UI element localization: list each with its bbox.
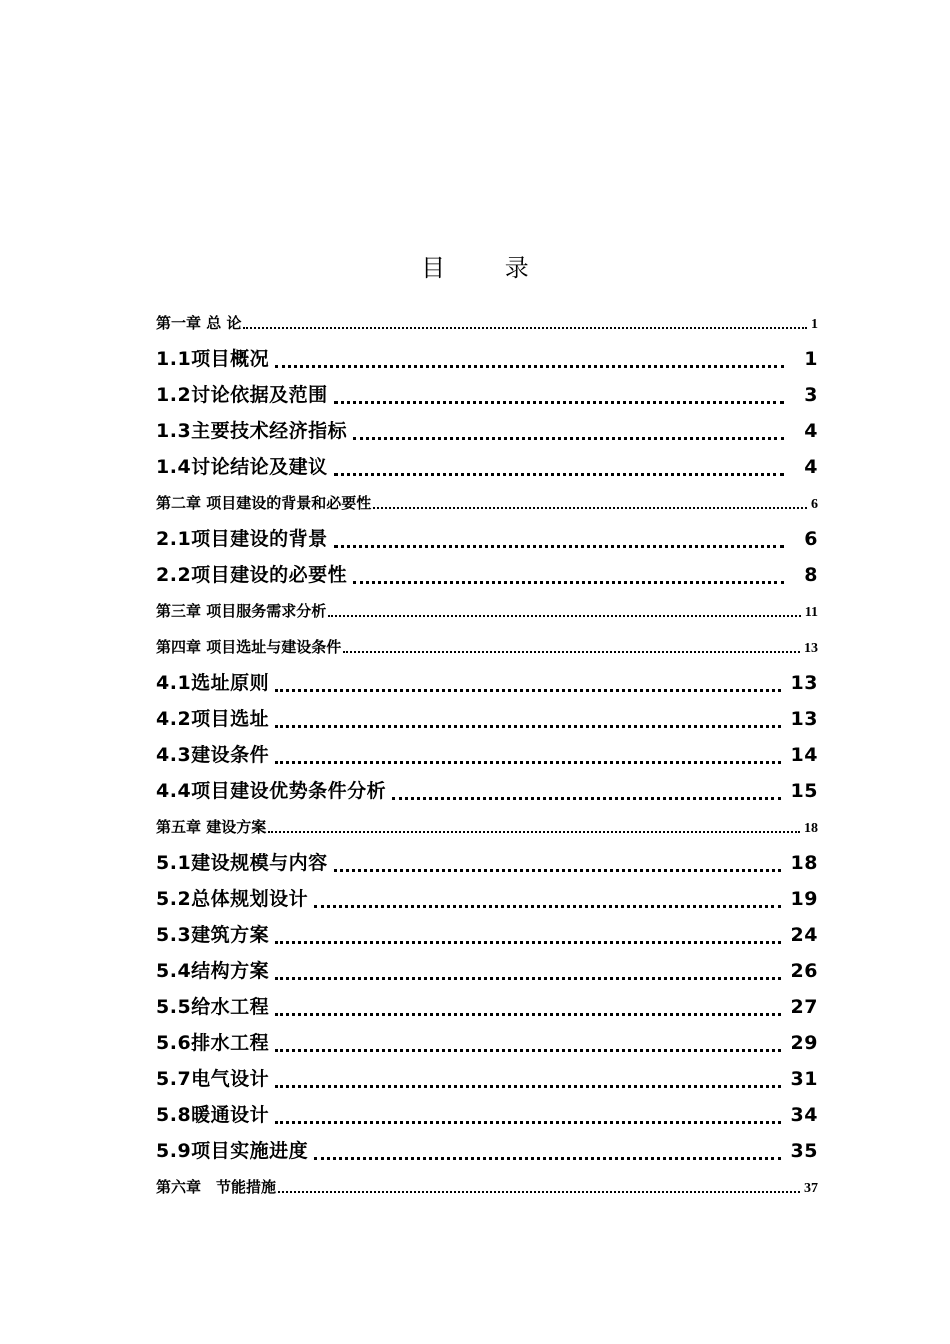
toc-page-number: 34: [790, 1104, 818, 1126]
toc-page-number: 1: [811, 317, 818, 332]
toc-dot-leader: [275, 1013, 780, 1016]
toc-section-entry[interactable]: [156, 665, 818, 701]
toc-dot-leader: [334, 869, 781, 872]
toc-dot-leader: [268, 831, 800, 833]
toc-entry-label: 5.9项目实施进度: [156, 1140, 309, 1162]
toc-dot-leader: [343, 651, 800, 653]
toc-dot-leader: [373, 507, 807, 509]
toc-dot-leader: [275, 1121, 780, 1124]
toc-entry-label: 第一章 总 论: [156, 314, 242, 332]
toc-dot-leader: [278, 1191, 800, 1193]
toc-entry-label: 第四章 项目选址与建设条件: [156, 638, 342, 656]
toc-page-number: 29: [790, 1032, 818, 1054]
toc-dot-leader: [334, 473, 784, 476]
toc-dot-leader: [353, 437, 784, 440]
toc-entry-label: 第二章 项目建设的背景和必要性: [156, 494, 372, 512]
toc-dot-leader: [275, 1085, 780, 1088]
toc-page-number: 19: [790, 888, 818, 910]
toc-dot-leader: [334, 401, 784, 404]
toc-section-entry[interactable]: [156, 989, 818, 1025]
toc-section-entry[interactable]: [156, 953, 818, 989]
toc-page-number: 4: [804, 456, 818, 478]
toc-dot-leader: [353, 581, 784, 584]
toc-chapter-entry[interactable]: [156, 629, 818, 665]
toc-dot-leader: [275, 941, 780, 944]
toc-section-entry[interactable]: [156, 1025, 818, 1061]
toc-chapter-entry[interactable]: [156, 305, 818, 341]
page-title: 目 录: [421, 254, 555, 282]
toc-page-number: 35: [790, 1140, 818, 1162]
toc-page-number: 13: [790, 708, 818, 730]
toc-section-entry[interactable]: [156, 341, 818, 377]
toc-dot-leader: [275, 365, 784, 368]
toc-entry-label: 4.1选址原则: [156, 672, 270, 694]
toc-page-number: 6: [811, 497, 818, 512]
toc-page-number: 4: [804, 420, 818, 442]
toc-entry-label: 第五章 建设方案: [156, 818, 267, 836]
toc-entry-label: 1.2讨论依据及范围: [156, 384, 328, 406]
toc-section-entry[interactable]: [156, 917, 818, 953]
toc-entry-label: 2.2项目建设的必要性: [156, 564, 348, 586]
toc-dot-leader: [392, 797, 780, 800]
toc-page-number: 3: [804, 384, 818, 406]
table-of-contents: [156, 305, 818, 1205]
toc-page-number: 24: [790, 924, 818, 946]
toc-dot-leader: [334, 545, 784, 548]
toc-page-number: 1: [804, 348, 818, 370]
toc-page-number: 31: [790, 1068, 818, 1090]
toc-dot-leader: [275, 725, 780, 728]
toc-entry-label: 5.6排水工程: [156, 1032, 270, 1054]
toc-entry-label: 第三章 项目服务需求分析: [156, 602, 327, 620]
toc-page-number: 13: [804, 641, 818, 656]
toc-dot-leader: [275, 689, 780, 692]
toc-dot-leader: [328, 615, 801, 617]
toc-dot-leader: [275, 761, 780, 764]
toc-page-number: 27: [790, 996, 818, 1018]
toc-page-number: 18: [804, 821, 818, 836]
toc-entry-label: 5.2总体规划设计: [156, 888, 309, 910]
toc-entry-label: 5.5给水工程: [156, 996, 270, 1018]
toc-entry-label: 2.1项目建设的背景: [156, 528, 328, 550]
toc-entry-label: 第六章 节能措施: [156, 1178, 277, 1196]
toc-page-number: 8: [804, 564, 818, 586]
toc-chapter-entry[interactable]: [156, 485, 818, 521]
toc-section-entry[interactable]: [156, 521, 818, 557]
toc-section-entry[interactable]: [156, 1061, 818, 1097]
toc-section-entry[interactable]: [156, 413, 818, 449]
toc-section-entry[interactable]: [156, 881, 818, 917]
toc-section-entry[interactable]: [156, 1133, 818, 1169]
toc-section-entry[interactable]: [156, 773, 818, 809]
toc-page-number: 26: [790, 960, 818, 982]
toc-section-entry[interactable]: [156, 701, 818, 737]
toc-chapter-entry[interactable]: [156, 1169, 818, 1205]
toc-entry-label: 4.2项目选址: [156, 708, 270, 730]
toc-page-number: 13: [790, 672, 818, 694]
toc-page-number: 14: [790, 744, 818, 766]
toc-entry-label: 5.4结构方案: [156, 960, 270, 982]
toc-dot-leader: [243, 327, 807, 329]
toc-page-number: 18: [790, 852, 818, 874]
toc-dot-leader: [275, 1049, 780, 1052]
toc-entry-label: 1.1项目概况: [156, 348, 270, 370]
toc-entry-label: 5.3建筑方案: [156, 924, 270, 946]
toc-section-entry[interactable]: [156, 449, 818, 485]
toc-dot-leader: [314, 1157, 780, 1160]
toc-dot-leader: [314, 905, 780, 908]
toc-entry-label: 1.3主要技术经济指标: [156, 420, 348, 442]
toc-page-number: 6: [804, 528, 818, 550]
toc-entry-label: 5.8暖通设计: [156, 1104, 270, 1126]
toc-chapter-entry[interactable]: [156, 809, 818, 845]
toc-section-entry[interactable]: [156, 377, 818, 413]
toc-page-number: 37: [804, 1181, 818, 1196]
toc-page-number: 15: [790, 780, 818, 802]
toc-section-entry[interactable]: [156, 845, 818, 881]
toc-entry-label: 5.1建设规模与内容: [156, 852, 328, 874]
toc-page-number: 11: [804, 605, 818, 620]
toc-chapter-entry[interactable]: [156, 593, 818, 629]
toc-entry-label: 4.4项目建设优势条件分析: [156, 780, 387, 802]
toc-entry-label: 1.4讨论结论及建议: [156, 456, 328, 478]
toc-section-entry[interactable]: [156, 557, 818, 593]
toc-entry-label: 5.7电气设计: [156, 1068, 270, 1090]
toc-dot-leader: [275, 977, 780, 980]
toc-entry-label: 4.3建设条件: [156, 744, 270, 766]
toc-section-entry[interactable]: [156, 1097, 818, 1133]
toc-section-entry[interactable]: [156, 737, 818, 773]
